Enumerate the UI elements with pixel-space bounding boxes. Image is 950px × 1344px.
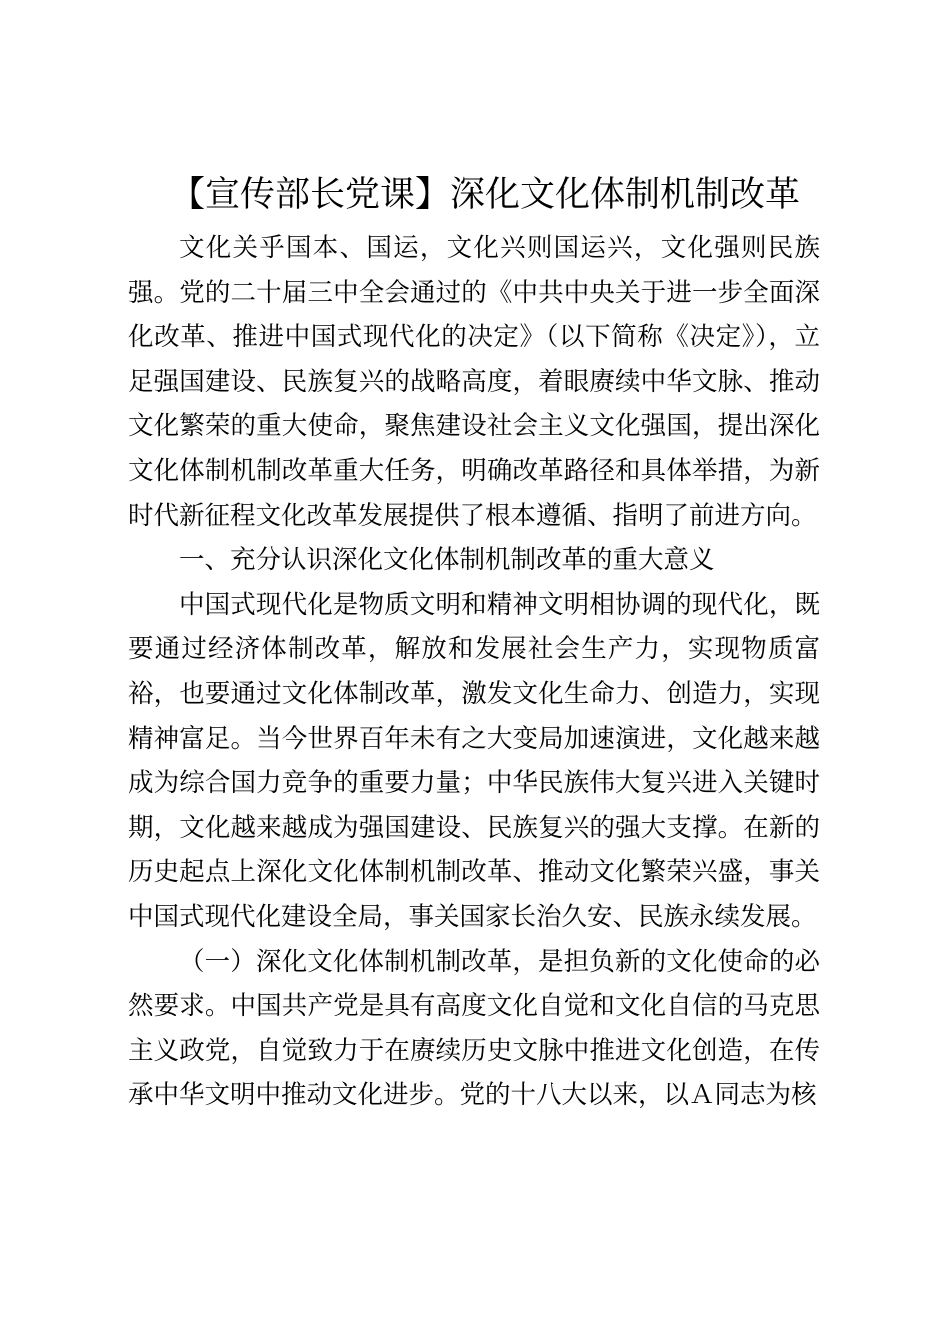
document-title: 【宣传部长党课】深化文化体制机制改革 (170, 175, 801, 215)
document-body (128, 226, 820, 1118)
section-heading-1: 一、充分认识深化文化体制机制改革的重大意义 (179, 545, 715, 576)
section-1-paragraph-2: （一）深化文化体制机制改革，是担负新的文化使命的必然要求。中国共产党是具有高度文化自觉和文化自信的马克思主义政党，自觉致力于在赓续历史文脉中推进文化创造，在传承中华文明中推动文化进步。党的十八大以来，以Ａ同志为核 (128, 946, 820, 1111)
intro-paragraph: 文化关乎国本、国运，文化兴则国运兴，文化强则民族强。党的二十届三中全会通过的《中共中央关于进一步全面深化改革、推进中国式现代化的决定》（以下简称《决定》），立足强国建设、民族复兴的战略高度，着眼赓续中华文脉、推动文化繁荣的重大使命，聚焦建设社会主义文化强国，提出深化文化体制机制改革重大任务，明确改革路径和具体举措，为新时代新征程文化改革发展提供了根本遵循、指明了前进方向。 (128, 233, 820, 531)
section-1-paragraph-1: 中国式现代化是物质文明和精神文明相协调的现代化，既要通过经济体制改革，解放和发展社会生产力，实现物质富裕，也要通过文化体制改革，激发文化生命力、创造力，实现精神富足。当今世界百年未有之大变局加速演进，文化越来越成为综合国力竞争的重要力量；中华民族伟大复兴进入关键时期，文化越来越成为强国建设、民族复兴的强大支撑。在新的历史起点上深化文化体制机制改革、推动文化繁荣兴盛，事关中国式现代化建设全局，事关国家长治久安、民族永续发展。 (128, 589, 820, 932)
